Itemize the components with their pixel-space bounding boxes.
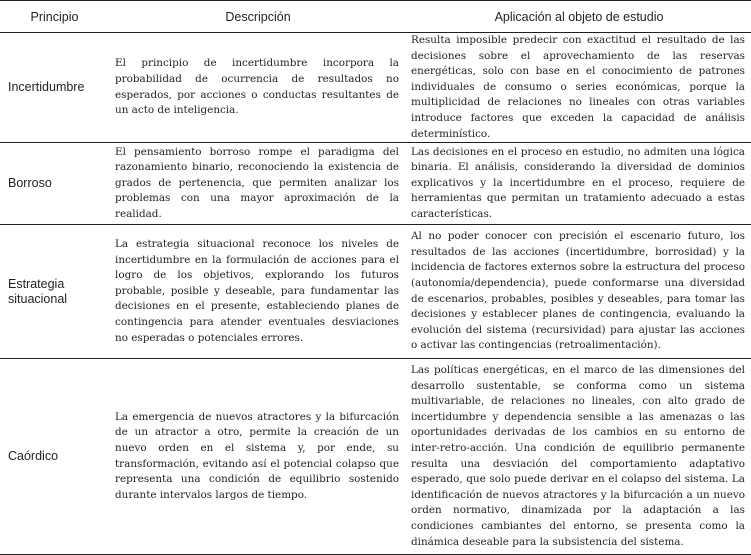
description-cell: El pensamiento borroso rompe el paradigma del razonamiento binario, reconociendo la existencia de grados de pertenencia, que permiten analizar los problemas con una mayor aproximación de la realidad. xyxy=(115,145,399,221)
description-cell: La estrategia situacional reconoce los niveles de incertidumbre en la formulación de acciones para el logro de los objetivos, explorando los futuros probable, posible y deseable, para fundamentar las decisiones en el presente, estableciendo planes de contingencia para atender eventuales desviaciones no esperadas o potenciales errores. xyxy=(115,238,399,344)
application-cell xyxy=(407,225,751,359)
application-text: Las decisiones en el proceso en estudio, no admiten una lógica binaria. El análisis, considerando la diversidad de dominios explicativos y la incertidumbre en el proceso, requiere de herramientas que permitan un tratamiento adecuado a estas características. xyxy=(411,145,745,221)
principle-cell: Incertidumbre xyxy=(8,80,85,95)
table-row xyxy=(0,359,751,555)
application-text: Resulta imposible predecir con exactitud el resultado de las decisiones sobre el aprovechamiento de las reservas energéticas, solo con base en el conocimiento de patrones individuales de consumo o series económicas, porque la multiplicidad de relaciones no lineales con otras variables introduce factores que exceden la capacidad de análisis determinístico. xyxy=(411,34,745,140)
principle-cell: Estrategia situacional xyxy=(8,276,68,306)
application-text: Las políticas energéticas, en el marco de las dimensiones del desarrollo sustentable, se conforma como un sistema multivariable, de relaciones no lineales, con alto grado de incertidumbre y dependencia sensible a las amenazas o las oportunidades derivadas de los cambios en su entorno de inter-retro-acción. Una condición de equilibrio permanente resulta una desviación del comportamiento adaptativo esperado, que solo puede derivar en el colapso del sistema. La identificación de nuevos atractores y la bifurcación a un nuevo orden normativo, dinamizada por la adaptación a las condiciones cambiantes del entorno, se presenta como la dinámica deseable para la subsistencia del sistema. xyxy=(411,364,745,548)
description-cell: La emergencia de nuevos atractores y la bifurcación de un atractor a otro, permite la creación de un nuevo orden en el sistema y, por ende, su transformación, evitando así el potencial colapso que representa una condición de equilibrio sostenido durante intervalos largos de tiempo. xyxy=(115,410,399,501)
application-text: Al no poder conocer con precisión el escenario futuro, los resultados de las acciones (incertidumbre, borrosidad) y la incidencia de factores externos sobre la estructura del proceso (autonomía/dependencia), puede conformarse una diversidad de escenarios, probables, posibles y deseables, para tomar las decisiones y establecer planes de contingencia, evaluando la evolución del sistema (recursividad) para ajustar las acciones o activar las contingencias (retroalimentación). xyxy=(411,230,745,352)
header-application: Aplicación al objeto de estudio xyxy=(407,1,751,33)
application-cell xyxy=(407,33,751,143)
principle-cell: Borroso xyxy=(8,176,52,191)
application-cell xyxy=(407,359,751,555)
table-header-row xyxy=(0,1,751,33)
table-row xyxy=(0,33,751,143)
application-cell xyxy=(407,143,751,225)
table-row xyxy=(0,225,751,359)
header-principle: Principio xyxy=(0,1,109,33)
header-description: Descripción xyxy=(109,1,407,33)
description-cell: El principio de incertidumbre incorpora la probabilidad de ocurrencia de resultados no esperados, por acciones o conductas resultantes de un acto de inteligencia. xyxy=(115,57,399,117)
principle-cell: Caórdico xyxy=(8,449,59,464)
table-row xyxy=(0,143,751,225)
